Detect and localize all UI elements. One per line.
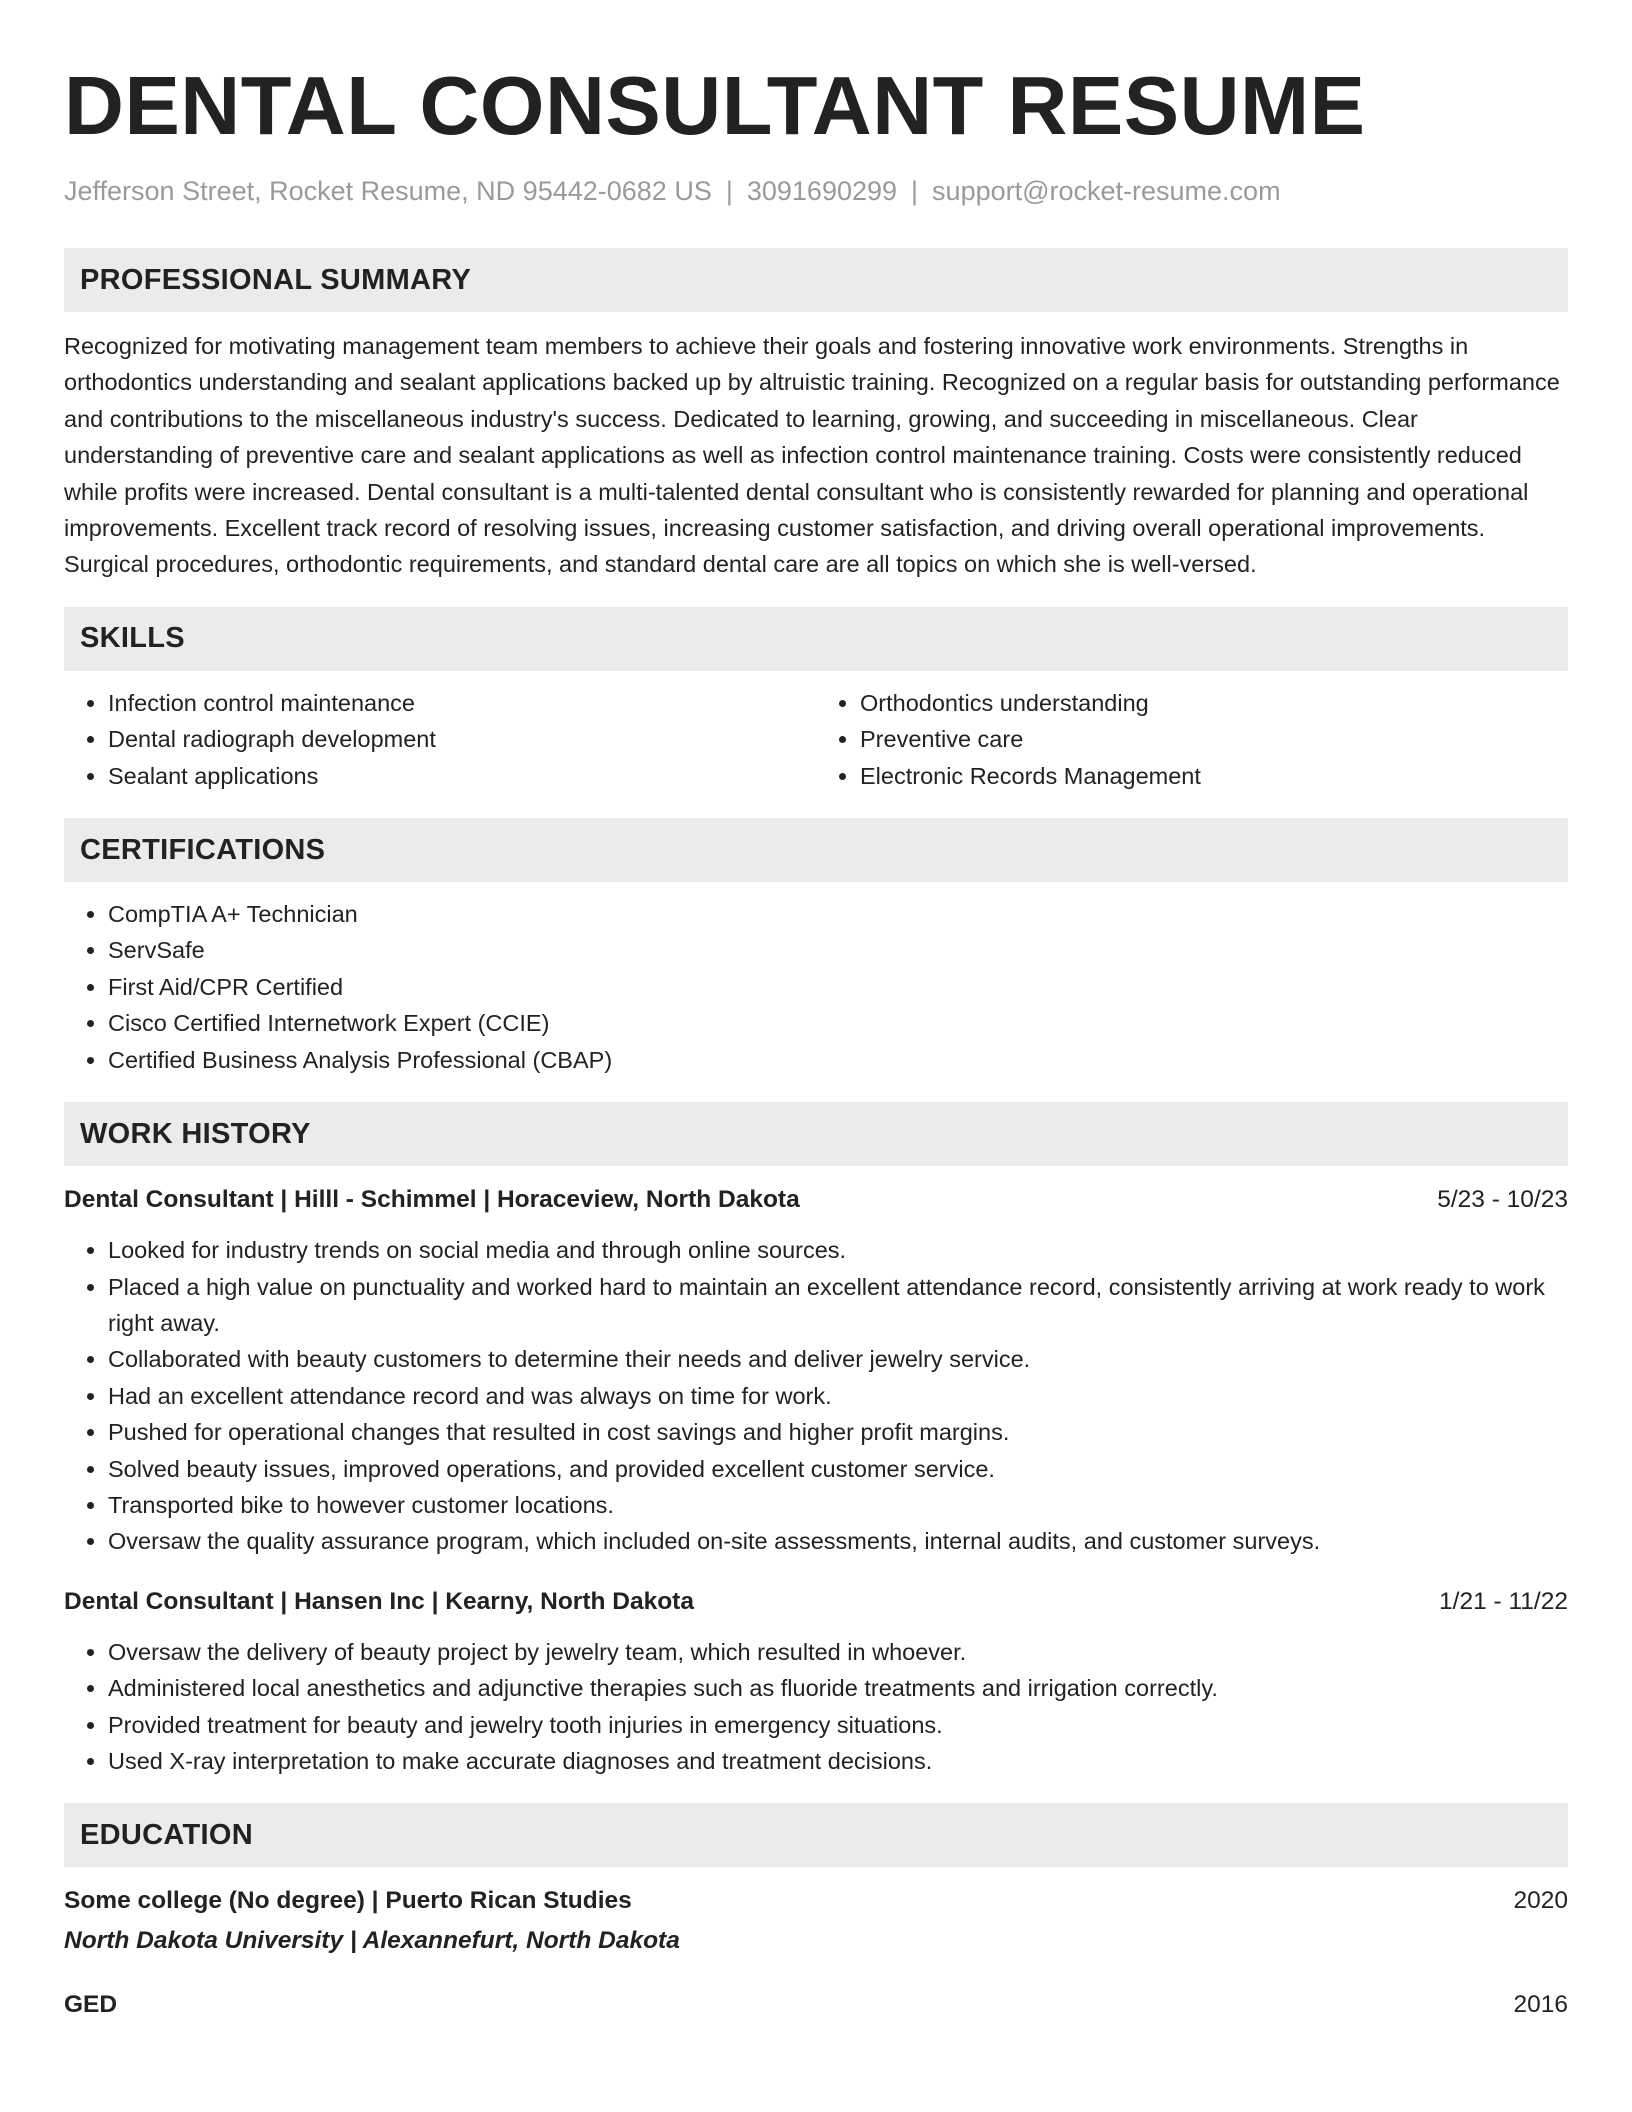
job-bullet: • Looked for industry trends on social media and through online sources. (108, 1232, 1568, 1268)
contact-separator: | (911, 176, 919, 206)
skills-column-left (64, 685, 816, 794)
skills-section-header: SKILLS (64, 607, 1568, 671)
job-bullet: • Had an excellent attendance record and was always on time for work. (108, 1378, 1568, 1414)
contact-line (64, 174, 1568, 208)
skills-list (64, 685, 1568, 794)
education-year: 2016 (1513, 1991, 1568, 2019)
summary-text: Recognized for motivating management team members to achieve their goals and fostering innovative work environments. Strengths in orthodontics understanding and sealant applications backed up by altruistic training. Recognized on a regular basis for outstanding performance and contributions to the miscellaneous industry's success. Dedicated to learning, growing, and succeeding in miscellaneous. Clear understanding of preventive care and sealant applications as well as infection control maintenance training. Costs were consistently reduced while profits were increased. Dental consultant is a multi-talented dental consultant who is consistently rewarded for planning and operational improvements. Excellent track record of resolving issues, increasing customer satisfaction, and driving overall operational improvements. Surgical procedures, orthodontic requirements, and standard dental care are all topics on which she is well-versed. (64, 333, 1560, 578)
job-bullet: • Oversaw the delivery of beauty project by jewelry team, which resulted in whoever. (108, 1634, 1568, 1670)
job-dates: 1/21 - 11/22 (1439, 1587, 1568, 1615)
certification-item: • ServSafe (108, 932, 1568, 968)
contact-address: Jefferson Street, Rocket Resume, ND 95442-0682 US (64, 176, 712, 206)
certification-item: • Cisco Certified Internetwork Expert (CCIE) (108, 1005, 1568, 1041)
skill-item: • Orthodontics understanding (860, 685, 1568, 721)
certifications-list (64, 896, 1568, 1078)
job-bullet: • Transported bike to however customer locations. (108, 1487, 1568, 1523)
contact-separator: | (725, 176, 733, 206)
job-bullet: • Pushed for operational changes that resulted in cost savings and higher profit margins. (108, 1414, 1568, 1450)
skill-item: • Electronic Records Management (860, 758, 1568, 794)
job-dates: 5/23 - 10/23 (1437, 1186, 1568, 1214)
job-title: Dental Consultant | Hansen Inc | Kearny, North Dakota (64, 1587, 694, 1615)
certification-item: • CompTIA A+ Technician (108, 896, 1568, 932)
job-entry (64, 1584, 1568, 1780)
job-bullets (64, 1232, 1568, 1560)
job-bullet: • Solved beauty issues, improved operations, and provided excellent customer service. (108, 1451, 1568, 1487)
skill-item: • Dental radiograph development (108, 721, 816, 757)
education-year: 2020 (1513, 1887, 1568, 1915)
job-bullet: • Provided treatment for beauty and jewelry tooth injuries in emergency situations. (108, 1707, 1568, 1743)
skill-item: • Infection control maintenance (108, 685, 816, 721)
contact-email[interactable]: support@rocket-resume.com (932, 176, 1281, 206)
education-section-header: EDUCATION (64, 1803, 1568, 1867)
summary-section-header: PROFESSIONAL SUMMARY (64, 248, 1568, 312)
certification-item: • Certified Business Analysis Professional (CBAP) (108, 1042, 1568, 1078)
job-bullet: • Collaborated with beauty customers to determine their needs and deliver jewelry service. (108, 1341, 1568, 1377)
education-title: GED (64, 1991, 118, 2019)
work-section-header: WORK HISTORY (64, 1102, 1568, 1166)
education-header (64, 1883, 1568, 1919)
job-header (64, 1584, 1568, 1620)
job-bullet: • Placed a high value on punctuality and worked hard to maintain an excellent attendance record, consistently arriving at work ready to work right away. (108, 1269, 1568, 1342)
skill-item: • Preventive care (860, 721, 1568, 757)
contact-phone: 3091690299 (746, 176, 898, 206)
education-header (64, 1987, 1568, 2023)
certifications-section-header: CERTIFICATIONS (64, 818, 1568, 882)
skill-item: • Sealant applications (108, 758, 816, 794)
certification-item: • First Aid/CPR Certified (108, 969, 1568, 1005)
education-entry (64, 1987, 1568, 2023)
job-bullet: • Oversaw the quality assurance program, which included on-site assessments, internal audits, and customer surveys. (108, 1523, 1568, 1559)
education-school: North Dakota University | Alexannefurt, North Dakota (64, 1927, 680, 1955)
skills-column-right (816, 685, 1568, 794)
job-entry (64, 1182, 1568, 1560)
job-header (64, 1182, 1568, 1218)
job-bullets (64, 1634, 1568, 1780)
education-entry (64, 1883, 1568, 1959)
resume-title: DENTAL CONSULTANT RESUME (64, 59, 1366, 152)
education-title: Some college (No degree) | Puerto Rican Studies (64, 1887, 632, 1915)
job-bullet: • Used X-ray interpretation to make accurate diagnoses and treatment decisions. (108, 1743, 1568, 1779)
job-bullet: • Administered local anesthetics and adjunctive therapies such as fluoride treatments and irrigation correctly. (108, 1670, 1568, 1706)
job-title: Dental Consultant | Hilll - Schimmel | Horaceview, North Dakota (64, 1186, 800, 1214)
